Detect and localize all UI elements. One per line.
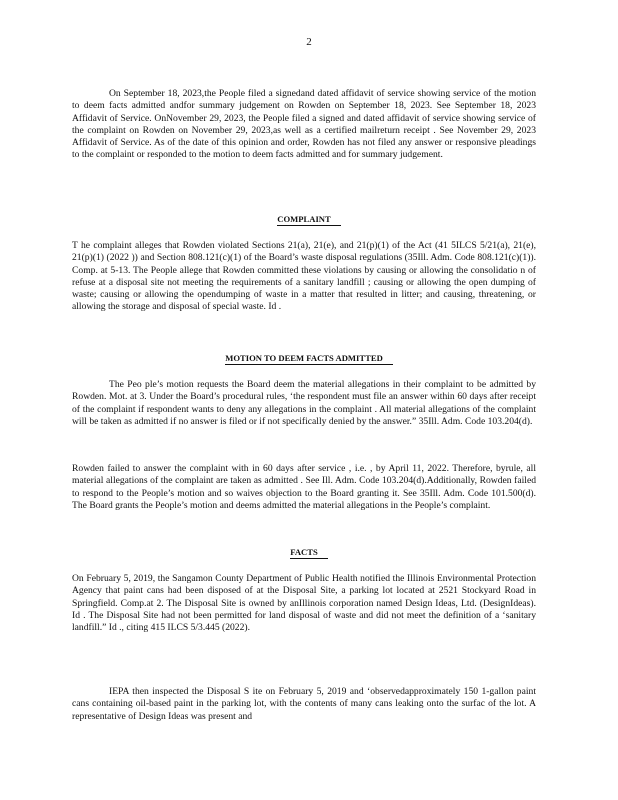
paragraph-inspection (72, 686, 536, 723)
paragraph-text: On February 5, 2019, the Sangamon County Department of Public Health notified the Illinois Environmental Protection Agency that paint cans had been disposed of at the Disposal Site, a parking lot located at 2521 Stockyard Road in Springfield. Comp.at 2. The Disposal Site is owned by anIllinois corporation named Design Ideas, Ltd. (DesignIdeas). Id . The Disposal Site had not been permitted for land disposal of waste and did not meet the definition of a ‘sanitary landfill.” Id ., citing 415 ILCS 5/3.445 (2022). (72, 573, 536, 634)
heading-text: FACTS (290, 547, 328, 559)
paragraph-facts (72, 573, 536, 634)
heading-text: MOTION TO DEEM FACTS ADMITTED (225, 353, 393, 365)
paragraph-text: IEPA then inspected the Disposal S ite on February 5, 2019 and ‘observedapproximately 150 1-gallon paint cans containing oil-based paint in the parking lot, with the contents of many cans leaking onto the surfac of the lot. A representative of Design Ideas was present and (72, 686, 536, 722)
heading-text: COMPLAINT (277, 214, 340, 226)
paragraph-text: T he complaint alleges that Rowden violated Sections 21(a), 21(e), and 21(p)(1) of the Act (41 5ILCS 5/21(a), 21(e), 21(p)(1) (2022 )) and Section 808.121(c)(1) of the Board’s waste disposal regulations (35Ill. Adm. Code 808.121(c)(1)). Comp. at 5-13. The People allege that Rowden committed these violations by causing or allowing the consolidatio n of refuse at a disposal site not meeting the requirements of a sanitary landfill ; causing or allowing the open dumping of waste; causing or allowing the opendumping of waste in a matter that resulted in litter; and causing, threatening, or allowing the storage and disposal of special waste. Id . (72, 240, 536, 313)
paragraph-text: On September 18, 2023,the People filed a signedand dated affidavit of service showing service of the motion to deem facts admitted andfor summary judgement on Rowden on September 18, 2023. See September 18, 2023 Affidavit of Service. OnNovember 29, 2023, the People filed a signed and dated affidavit of service showing service of the complaint on Rowden on November 29, 2023,as well as a certified mailreturn receipt . See November 29, 2023 Affidavit of Service. As of the date of this opinion and order, Rowden has not filed any answer or responsive pleadings to the complaint or responded to the motion to deem facts admitted and for summary judgement. (72, 88, 536, 161)
paragraph-failure-to-answer (72, 463, 536, 512)
heading-motion (0, 353, 618, 365)
paragraph-complaint (72, 240, 536, 314)
paragraph-affidavit (72, 88, 536, 162)
heading-complaint (0, 214, 618, 226)
paragraph-motion (72, 379, 536, 428)
heading-facts (0, 547, 618, 559)
paragraph-text: Rowden failed to answer the complaint with in 60 days after service , i.e. , by April 11, 2022. Therefore, byrule, all material allegations of the complaint are taken as admitted . See Ill. Adm. Code 103.204(d).Additionally, Rowden failed to respond to the People’s motion and so waives objection to the Board granting it. See 35Ill. Adm. Code 101.500(d). The Board grants the People’s motion and deems admitted the material allegations in the People’s complaint. (72, 463, 536, 511)
paragraph-text: The Peo ple’s motion requests the Board deem the material allegations in their complaint to be admitted by Rowden. Mot. at 3. Under the Board’s procedural rules, ‘the respondent must file an answer within 60 days after receipt of the complaint if respondent wants to deny any allegations in the complaint . All material allegations of the complaint will be taken as admitted if no answer is filed or if not specifically denied by the answer.” 35Ill. Adm. Code 103.204(d). (72, 379, 536, 427)
page-number: 2 (306, 36, 312, 48)
